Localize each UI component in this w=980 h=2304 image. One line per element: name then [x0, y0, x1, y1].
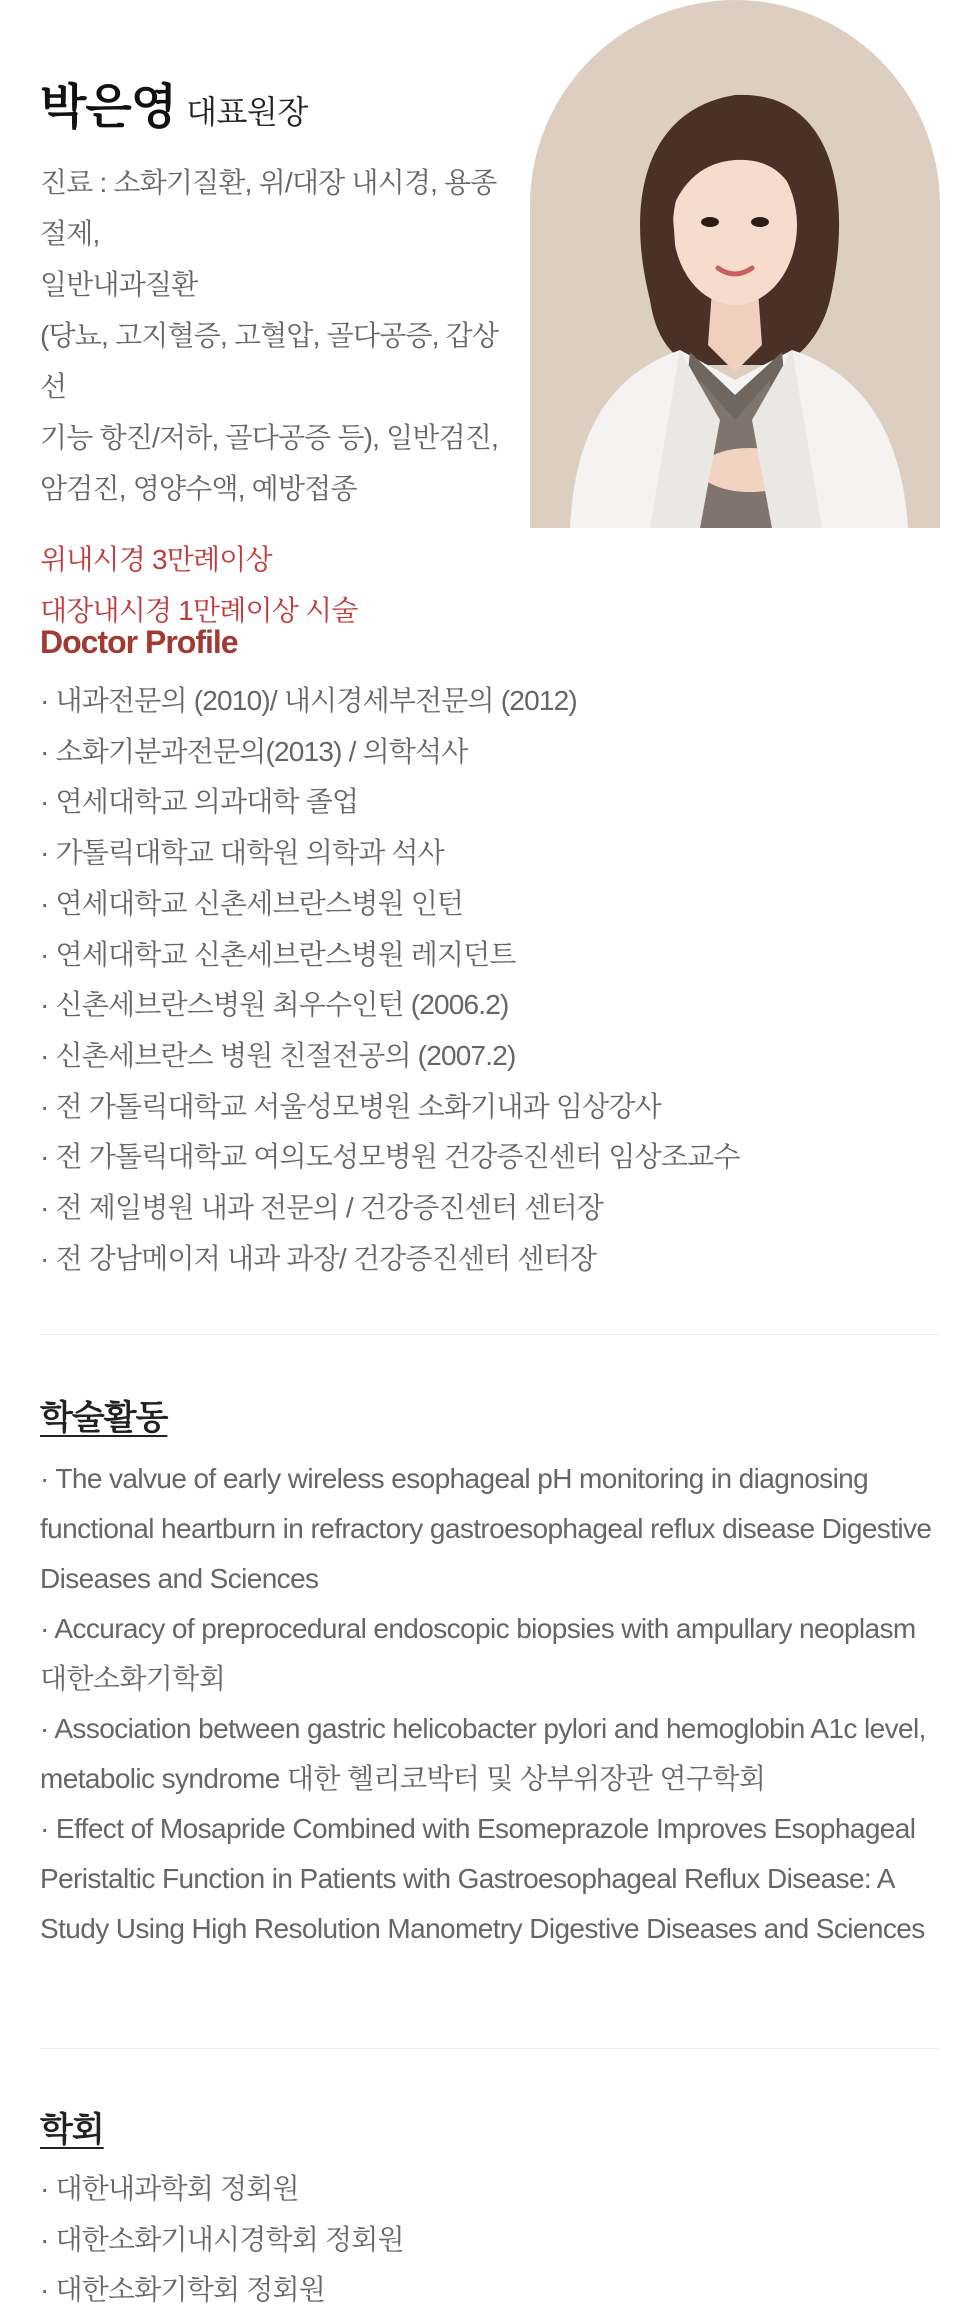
list-item: · 신촌세브란스 병원 친절전공의 (2007.2) — [40, 1039, 516, 1071]
list-item: · 소화기분과전문의(2013) / 의학석사 — [40, 735, 468, 767]
specialty-line: 기능 항진/저하, 골다공증 등), 일반검진, — [40, 422, 499, 453]
specialty-line: (당뇨, 고지혈증, 고혈압, 골다공증, 갑상선 — [40, 320, 499, 402]
specialty-line: 진료 : 소화기질환, 위/대장 내시경, 용종절제, — [40, 167, 497, 249]
specialty-line: 암검진, 영양수액, 예방접종 — [40, 473, 357, 504]
list-item: · 가톨릭대학교 대학원 의학과 석사 — [40, 837, 444, 869]
doctor-portrait-illustration — [530, 0, 940, 528]
experience-highlights — [40, 534, 520, 636]
doctor-profile-heading: Doctor Profile — [40, 624, 238, 660]
academic-heading: 학술활동 — [40, 1399, 168, 1437]
highlight-gastroscopy: 위내시경 3만례이상 — [40, 544, 272, 575]
list-item: · 전 제일병원 내과 전문의 / 건강증진센터 센터장 — [40, 1192, 604, 1224]
specialty-line: 일반내과질환 — [40, 269, 198, 300]
society-list — [40, 2164, 404, 2304]
list-item: · 전 가톨릭대학교 서울성모병원 소화기내과 임상강사 — [40, 1090, 661, 1122]
list-item: · 전 가톨릭대학교 여의도성모병원 건강증진센터 임상조교수 — [40, 1141, 740, 1173]
doctor-title: 대표원장 — [186, 94, 308, 130]
doctor-name: 박은영 — [40, 81, 177, 134]
doctor-portrait — [530, 0, 940, 528]
doctor-profile-list — [40, 676, 740, 1284]
academic-publications — [40, 1454, 940, 1954]
section-divider — [40, 2048, 940, 2049]
publication-item: · Accuracy of preprocedural endoscopic biopsies with ampullary neoplasm 대한소화기학회 — [40, 1613, 916, 1694]
highlight-colonoscopy: 대장내시경 1만례이상 시술 — [40, 595, 358, 626]
list-item: · 대한소화기학회 정회원 — [40, 2274, 325, 2304]
list-item: · 연세대학교 신촌세브란스병원 레지던트 — [40, 938, 516, 970]
publication-item: · Association between gastric helicobacter pylori and hemoglobin A1c level, metabolic syndrome 대한 헬리코박터 및 상부위장관 연구학회 — [40, 1713, 926, 1794]
list-item: · 대한내과학회 정회원 — [40, 2173, 299, 2204]
list-item: · 연세대학교 신촌세브란스병원 인턴 — [40, 887, 464, 919]
name-row — [40, 68, 520, 137]
list-item: · 신촌세브란스병원 최우수인턴 (2006.2) — [40, 989, 509, 1021]
list-item: · 내과전문의 (2010)/ 내시경세부전문의 (2012) — [40, 685, 577, 716]
list-item: · 연세대학교 의과대학 졸업 — [40, 786, 359, 818]
specialty-description — [40, 157, 520, 514]
publication-item: · The valvue of early wireless esophageal pH monitoring in diagnosing functional heartburn in refractory gastroesophageal reflux disease Digestive Diseases and Sciences — [40, 1463, 932, 1594]
list-item: · 대한소화기내시경학회 정회원 — [40, 2223, 404, 2255]
doctor-intro — [40, 68, 520, 636]
publication-item: · Effect of Mosapride Combined with Esomeprazole Improves Esophageal Peristaltic Function in Patients with Gastroesophageal Reflux Disease: A Study Using High Resolution Manometry Digestive Diseases and Sciences — [40, 1813, 925, 1944]
society-heading: 학회 — [40, 2111, 104, 2149]
list-item: · 전 강남메이저 내과 과장/ 건강증진센터 센터장 — [40, 1242, 597, 1274]
section-divider — [40, 1334, 940, 1335]
